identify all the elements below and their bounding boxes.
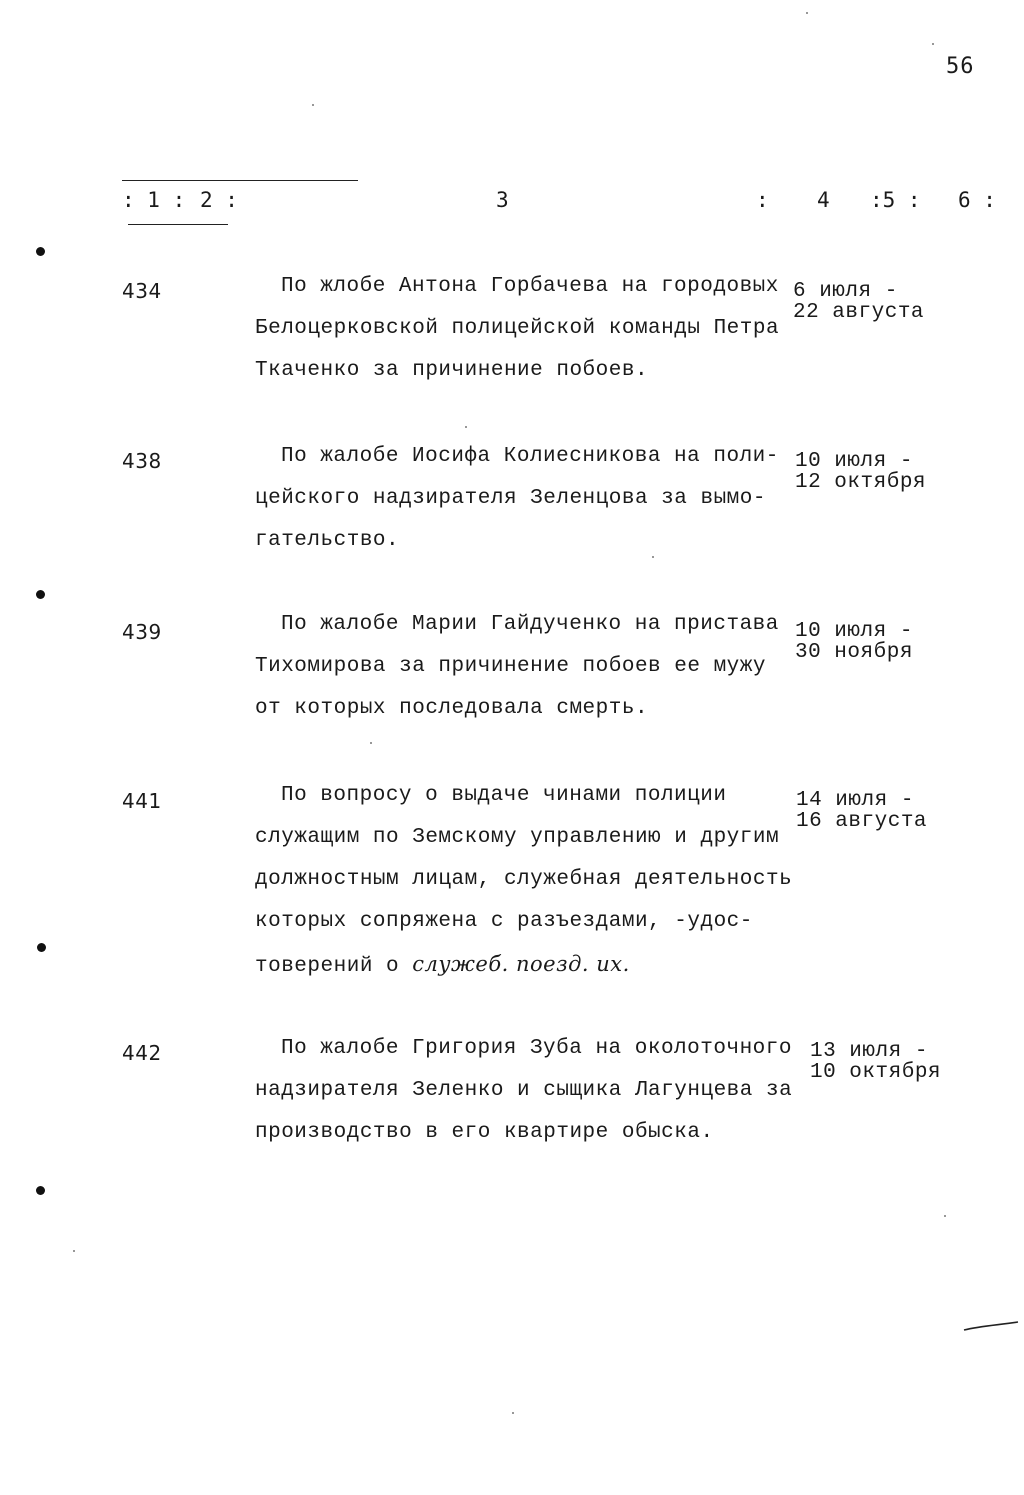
entry-line: гательство. (255, 529, 400, 552)
binding-hole-mark (36, 590, 45, 599)
entry-line: По жалобе Григория Зуба на околоточного (281, 1037, 792, 1060)
header-rule-bottom (128, 224, 228, 225)
column-header-5: :5 : (870, 188, 921, 212)
entry-line: Ткаченко за причинение побоев. (255, 359, 649, 382)
entry-date (793, 281, 924, 323)
entry-number: 442 (122, 1041, 162, 1065)
entry-line: от которых последовала смерть. (255, 697, 649, 720)
entry-line: которых сопряжена с разъездами, -удос- (255, 910, 753, 933)
entry-number: 439 (122, 620, 162, 644)
date-start: 6 июля - (793, 280, 898, 303)
column-header-3: 3 (496, 188, 509, 212)
entry-line: Белоцерковской полицейской команды Петра (255, 317, 780, 340)
entry-line: служащим по Земскому управлению и другим (255, 826, 780, 849)
scan-speck (312, 104, 314, 106)
entry-line: Тихомирова за причинение побоев ее мужу (255, 655, 766, 678)
date-end: 16 августа (796, 810, 928, 833)
entry-line: цейского надзирателя Зеленцова за вымо- (255, 487, 766, 510)
date-start: 14 июля - (796, 789, 914, 812)
entry-description (255, 266, 795, 392)
entry-line: должностным лицам, служебная деятельность (255, 868, 793, 891)
entry-line: По жлобе Антона Горбачева на городовых (281, 275, 779, 298)
entry-description (255, 1028, 795, 1154)
handwritten-insertion: служеб. поезд. их. (412, 952, 630, 976)
date-start: 10 июля - (795, 620, 913, 643)
scan-speck (370, 742, 372, 744)
scan-speck (652, 556, 654, 558)
binding-hole-mark (36, 247, 45, 256)
scan-speck (944, 1215, 946, 1217)
entry-number: 441 (122, 789, 162, 813)
entry-line: По вопросу о выдаче чинами полиции (281, 784, 727, 807)
scan-speck (806, 12, 808, 14)
date-end: 30 ноября (795, 641, 913, 664)
entry-line-mixed (255, 943, 795, 988)
entry-line-typed: товерений о (255, 955, 400, 978)
column-header-1: : 1 : (122, 188, 186, 212)
scan-speck (512, 1412, 514, 1414)
entry-description (255, 436, 795, 562)
header-rule-top (122, 180, 358, 181)
date-start: 10 июля - (795, 450, 913, 473)
column-header-2: 2 : (200, 188, 238, 212)
entry-number: 438 (122, 449, 162, 473)
entry-date (795, 451, 926, 493)
entry-description (255, 604, 795, 730)
scan-speck (932, 43, 934, 45)
column-header-3-separator: : (756, 188, 769, 212)
pen-stroke (962, 1318, 1020, 1334)
entry-description (255, 775, 795, 988)
entry-line: По жалобе Марии Гайдученко на пристава (281, 613, 779, 636)
scan-speck (465, 426, 467, 428)
date-start: 13 июля - (810, 1040, 928, 1063)
date-end: 22 августа (793, 301, 925, 324)
date-end: 10 октября (810, 1061, 942, 1084)
entry-date (796, 790, 927, 832)
entry-date (795, 621, 913, 663)
binding-hole-mark (37, 943, 46, 952)
page-number: 56 (946, 54, 975, 79)
scan-speck (73, 1250, 75, 1252)
entry-number: 434 (122, 279, 162, 303)
entry-date (810, 1041, 941, 1083)
column-header-6: 6 : (958, 188, 996, 212)
date-end: 12 октября (795, 471, 927, 494)
entry-line: надзирателя Зеленко и сыщика Лагунцева за (255, 1079, 793, 1102)
entry-line: производство в его квартире обыска. (255, 1121, 714, 1144)
binding-hole-mark (36, 1186, 45, 1195)
entry-line: По жалобе Иосифа Колиесникова на поли- (281, 445, 779, 468)
column-header-4: 4 (817, 188, 830, 212)
